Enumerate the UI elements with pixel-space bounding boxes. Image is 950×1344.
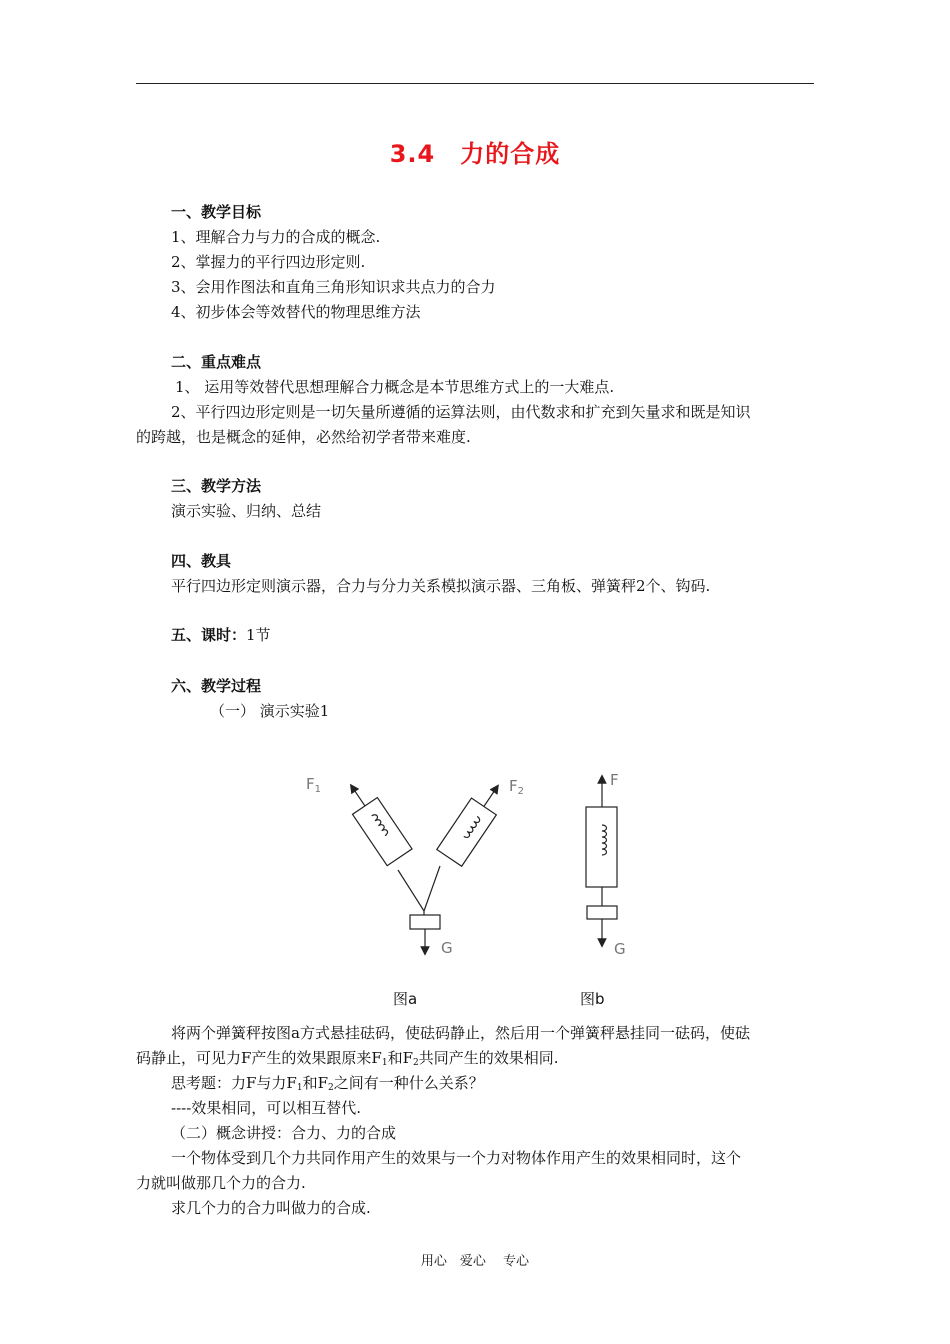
subsection-demo: （一） 演示实验1 bbox=[210, 702, 330, 720]
header-rule bbox=[136, 83, 814, 84]
section-heading-methods: 三、教学方法 bbox=[171, 477, 262, 495]
spring-scale-figure bbox=[300, 765, 640, 965]
page-footer: 用心 爱心 专心 bbox=[420, 1254, 530, 1269]
thinking-answer: ----效果相同，可以相互替代. bbox=[171, 1099, 362, 1117]
methods-text: 演示实验、归纳、总结 bbox=[171, 502, 322, 520]
subsection-concept: （二）概念讲授：合力、力的合成 bbox=[171, 1124, 397, 1142]
keypoint-2-line2: 的跨越，也是概念的延伸，必然给初学者带来难度. bbox=[136, 428, 471, 446]
goal-item: 2、掌握力的平行四边形定则. bbox=[171, 253, 366, 271]
class-hours bbox=[171, 625, 271, 645]
section-heading-tools: 四、教具 bbox=[171, 552, 232, 570]
definition-line2: 力就叫做那几个力的合力. bbox=[136, 1174, 306, 1192]
label-f1: $F_1$ bbox=[306, 775, 322, 795]
caption-a: 图a bbox=[393, 990, 418, 1008]
goal-item: 4、初步体会等效替代的物理思维方法 bbox=[171, 303, 421, 321]
label-f: F bbox=[610, 771, 619, 789]
section-heading-keypoints: 二、重点难点 bbox=[171, 353, 262, 371]
caption-b: 图b bbox=[580, 990, 605, 1008]
figure-b bbox=[586, 779, 617, 943]
section-heading-goals: 一、教学目标 bbox=[171, 203, 262, 221]
goal-item: 3、会用作图法和直角三角形知识求共点力的合力 bbox=[171, 278, 496, 296]
keypoint-2-line1: 2、平行四边形定则是一切矢量所遵循的运算法则，由代数求和扩充到矢量求和既是知识 bbox=[171, 403, 751, 421]
body-para1-line1: 将两个弹簧秤按图a方式悬挂砝码，使砝码静止，然后用一个弹簧秤悬挂同一砝码，使砝 bbox=[171, 1024, 750, 1042]
keypoint-1: 1、 运用等效替代思想理解合力概念是本节思维方式上的一大难点. bbox=[175, 378, 615, 396]
definition-synthesis: 求几个力的合力叫做力的合成. bbox=[171, 1199, 371, 1217]
goal-item: 1、理解合力与力的合成的概念. bbox=[171, 228, 381, 246]
thinking-question: 思考题：力F与力$F_1$和$F_2$之间有一种什么关系？ bbox=[171, 1074, 484, 1093]
section-heading-hours: 五、课时： bbox=[171, 626, 247, 644]
class-hours-value: 1节 bbox=[246, 626, 271, 644]
figure-a bbox=[340, 779, 508, 951]
label-g-b: G bbox=[614, 940, 626, 958]
section-heading-process: 六、教学过程 bbox=[171, 677, 262, 695]
body-para1-line2: 码静止，可见力F产生的效果跟原来$F_1$和$F_2$共同产生的效果相同. bbox=[136, 1049, 559, 1068]
tools-text: 平行四边形定则演示器，合力与分力关系模拟演示器、三角板、弹簧秤2个、钩码. bbox=[171, 577, 711, 595]
label-g-a: G bbox=[441, 939, 453, 957]
definition-line1: 一个物体受到几个力共同作用产生的效果与一个力对物体作用产生的效果相同时，这个 bbox=[171, 1149, 742, 1167]
page-title: 3.4 力的合成 bbox=[389, 140, 561, 168]
label-f2: $F_2$ bbox=[509, 777, 525, 797]
